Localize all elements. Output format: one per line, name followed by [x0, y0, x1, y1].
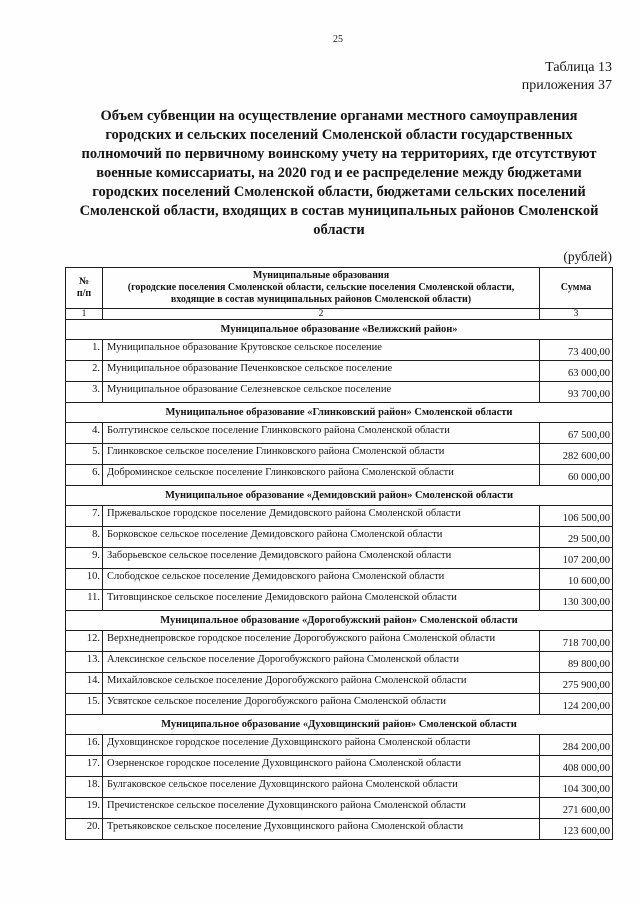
row-number: 16. [66, 735, 103, 755]
settlement-name: Озерненское городское поселение Духовщинского района Смоленской области [103, 756, 540, 776]
section-title: Муниципальное образование «Духовщинский район» Смоленской области [161, 718, 517, 730]
table-row [66, 694, 612, 715]
subsidy-amount: 93 700,00 [568, 389, 610, 400]
table-row [66, 361, 612, 382]
table-label: Таблица 13 [545, 60, 612, 75]
title-line: городских поселений Смоленской области, бюджетами сельских поселений [92, 184, 586, 200]
row-number: 10. [66, 569, 103, 589]
title-line: Объем субвенции на осуществление органами местного самоуправления [100, 108, 578, 124]
section-row [66, 486, 612, 506]
subsidy-amount: 89 800,00 [568, 659, 610, 670]
header-name-line: входящие в состав муниципальных районов Смоленской области) [170, 294, 472, 305]
header-row [66, 268, 612, 309]
row-number: 19. [66, 798, 103, 818]
row-number: 14. [66, 673, 103, 693]
subsidy-amount: 104 300,00 [562, 784, 610, 795]
section-row [66, 715, 612, 735]
subsidy-amount: 282 600,00 [562, 451, 610, 462]
subsidy-amount: 124 200,00 [562, 701, 610, 712]
settlement-name: Алексинское сельское поселение Дорогобужского района Смоленской области [103, 652, 540, 672]
table-row [66, 673, 612, 694]
title-line: военные комиссариаты, на 2020 год и ее распределение между бюджетами [96, 165, 582, 181]
table-row [66, 652, 612, 673]
settlement-name: Муниципальное образование Селезневское сельское поселение [103, 382, 540, 402]
section-title: Муниципальное образование «Глинковский район» Смоленской области [165, 406, 513, 418]
settlement-name: Доброминское сельское поселение Глинковского района Смоленской области [103, 465, 540, 485]
row-number: 20. [66, 819, 103, 839]
table-row [66, 777, 612, 798]
settlement-name: Михайловское сельское поселение Дорогобужского района Смоленской области [103, 673, 540, 693]
header-sum-label: Сумма [560, 282, 592, 293]
subsidy-amount: 123 600,00 [562, 826, 610, 837]
column-index: 2 [103, 309, 540, 319]
header-number [66, 268, 103, 308]
title-line: городских и сельских поселений Смоленской области государственных [105, 127, 573, 143]
header-number-abbr: п/п [76, 288, 92, 299]
table-row [66, 735, 612, 756]
row-number: 8. [66, 527, 103, 547]
title-line: Смоленской области, входящих в состав муниципальных районов Смоленской [79, 203, 599, 219]
title-line: полномочий по первичному воинскому учету на территориях, где отсутствуют [81, 146, 597, 162]
unit-label: (рублей) [563, 249, 612, 264]
header-name-line: Муниципальные образования [252, 270, 390, 281]
table-row [66, 798, 612, 819]
subsidy-amount: 107 200,00 [562, 555, 610, 566]
section-row [66, 320, 612, 340]
subsidy-amount: 284 200,00 [562, 742, 610, 753]
settlement-name: Титовщинское сельское поселение Демидовского района Смоленской области [103, 590, 540, 610]
settlement-name: Заборьевское сельское поселение Демидовского района Смоленской области [103, 548, 540, 568]
column-index: 1 [66, 309, 103, 319]
row-number: 4. [66, 423, 103, 443]
row-number: 15. [66, 694, 103, 714]
title-line: области [313, 222, 365, 238]
settlement-name: Слободское сельское поселение Демидовского района Смоленской области [103, 569, 540, 589]
table-row [66, 548, 612, 569]
subsidy-amount: 718 700,00 [562, 638, 610, 649]
header-number-symbol: № [78, 276, 90, 287]
table-row [66, 590, 612, 611]
settlement-name: Муниципальное образование Печенковское сельское поселение [103, 361, 540, 381]
row-number: 1. [66, 340, 103, 360]
settlement-name: Верхнеднепровское городское поселение Дорогобужского района Смоленской области [103, 631, 540, 651]
section-title: Муниципальное образование «Велижский район» [220, 323, 458, 335]
subsidy-amount: 408 000,00 [562, 763, 610, 774]
subsidy-amount: 29 500,00 [568, 534, 610, 545]
table-row [66, 340, 612, 361]
subsidy-amount: 106 500,00 [562, 513, 610, 524]
row-number: 12. [66, 631, 103, 651]
settlement-name: Пречистенское сельское поселение Духовщинского района Смоленской области [103, 798, 540, 818]
header-name-line: (городские поселения Смоленской области, сельские поселения Смоленской области, [127, 282, 515, 293]
table-row [66, 527, 612, 548]
row-number: 17. [66, 756, 103, 776]
table-row [66, 465, 612, 486]
appendix-label: приложения 37 [521, 78, 612, 93]
table-row [66, 382, 612, 403]
page-number: 25 [333, 34, 343, 45]
settlement-name: Усвятское сельское поселение Дорогобужского района Смоленской области [103, 694, 540, 714]
subsidy-amount: 73 400,00 [568, 347, 610, 358]
settlement-name: Борковское сельское поселение Демидовского района Смоленской области [103, 527, 540, 547]
subsidy-amount: 130 300,00 [562, 597, 610, 608]
row-number: 11. [66, 590, 103, 610]
table-row [66, 819, 612, 840]
subsidy-amount: 271 600,00 [562, 805, 610, 816]
section-title: Муниципальное образование «Демидовский район» Смоленской области [164, 489, 514, 501]
settlement-name: Духовщинское городское поселение Духовщинского района Смоленской области [103, 735, 540, 755]
subsidy-amount: 60 000,00 [568, 472, 610, 483]
column-index-row [66, 309, 612, 320]
table-row [66, 631, 612, 652]
subsidy-amount: 10 600,00 [568, 576, 610, 587]
column-index: 3 [573, 309, 579, 319]
table-row [66, 444, 612, 465]
header-sum [540, 268, 612, 308]
table-row [66, 423, 612, 444]
settlement-name: Глинковское сельское поселение Глинковского района Смоленской области [103, 444, 540, 464]
row-number: 7. [66, 506, 103, 526]
row-number: 6. [66, 465, 103, 485]
table-row [66, 756, 612, 777]
subsidy-table [65, 267, 613, 840]
row-number: 2. [66, 361, 103, 381]
table-row [66, 569, 612, 590]
document-title [65, 107, 613, 240]
row-number: 13. [66, 652, 103, 672]
section-row [66, 403, 612, 423]
section-row [66, 611, 612, 631]
settlement-name: Третьяковское сельское поселение Духовщинского района Смоленской области [103, 819, 540, 839]
subsidy-amount: 275 900,00 [562, 680, 610, 691]
settlement-name: Болтутинское сельское поселение Глинковского района Смоленской области [103, 423, 540, 443]
row-number: 9. [66, 548, 103, 568]
header-name [103, 268, 540, 308]
table-caption [522, 59, 612, 95]
table-row [66, 506, 612, 527]
settlement-name: Муниципальное образование Крутовское сельское поселение [103, 340, 540, 360]
row-number: 18. [66, 777, 103, 797]
section-title: Муниципальное образование «Дорогобужский район» Смоленской области [160, 614, 518, 626]
row-number: 5. [66, 444, 103, 464]
subsidy-amount: 67 500,00 [568, 430, 610, 441]
settlement-name: Булгаковское сельское поселение Духовщинского района Смоленской области [103, 777, 540, 797]
settlement-name: Пржевальское городское поселение Демидовского района Смоленской области [103, 506, 540, 526]
row-number: 3. [66, 382, 103, 402]
subsidy-amount: 63 000,00 [568, 368, 610, 379]
